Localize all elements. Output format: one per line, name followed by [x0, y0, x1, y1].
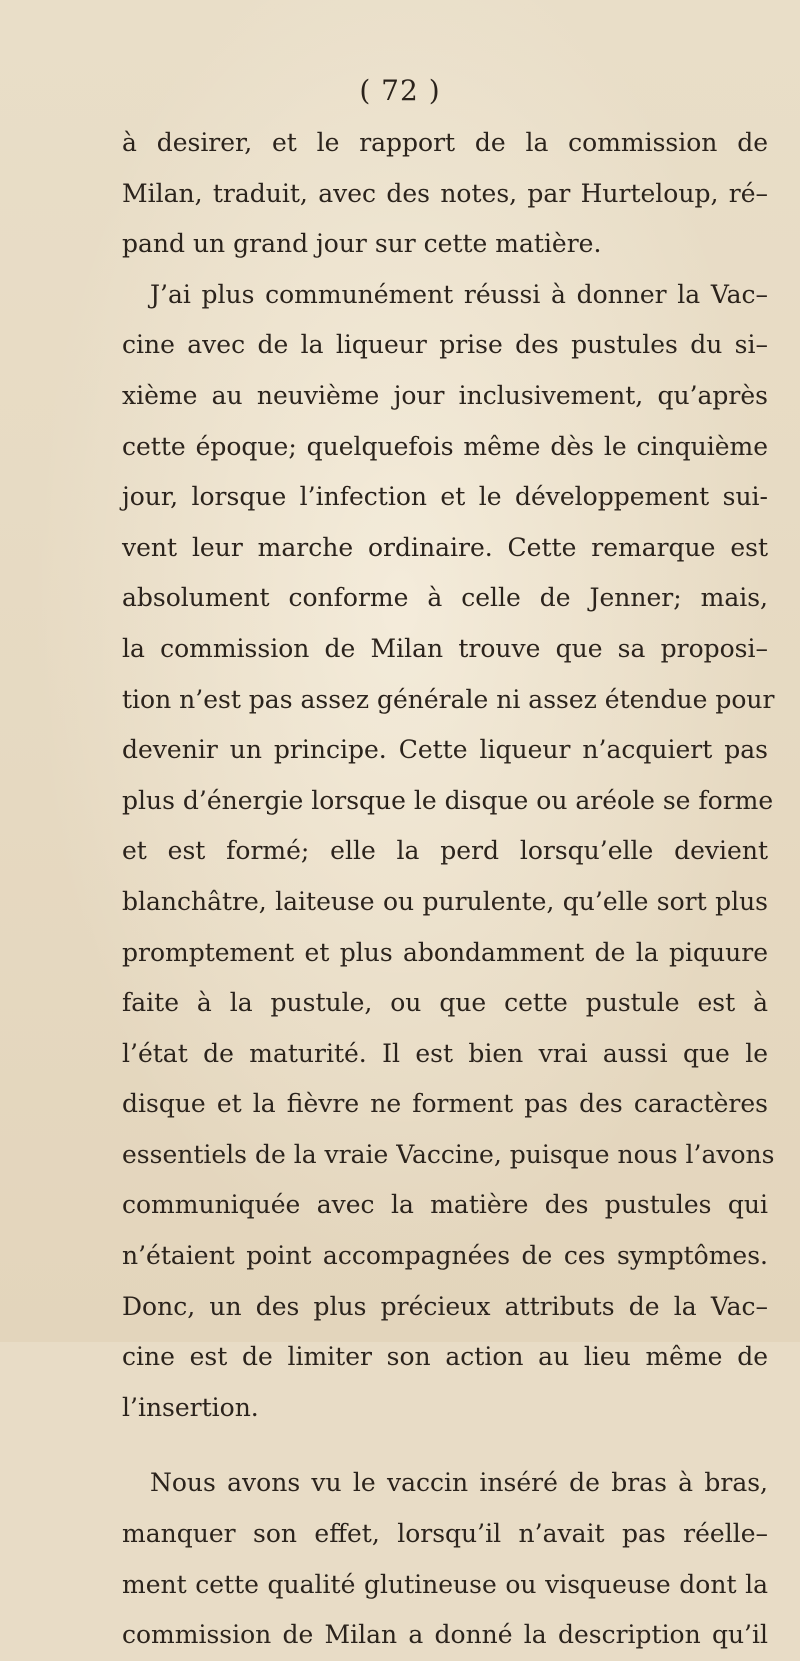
text-line: l’état de maturité. Il est bien vrai aussi que le [122, 1038, 768, 1068]
text-line: devenir un principe. Cette liqueur n’acquiert pas [122, 735, 768, 765]
text-line: J’ai plus communément réussi à donner la Vac– [150, 279, 768, 309]
text-line: pand un grand jour sur cette matière. [122, 229, 602, 259]
text-line: à desirer, et le rapport de la commission de [122, 128, 768, 157]
text-line: Milan, traduit, avec des notes, par Hurteloup, ré– [122, 178, 768, 208]
text-line: essentiels de la vraie Vaccine, puisque nous l’avons [122, 1139, 775, 1169]
text-line: Donc, un des plus précieux attributs de la Vac– [122, 1291, 768, 1321]
text-line: faite à la pustule, ou que cette pustule est à [122, 988, 768, 1018]
text-line: absolument conforme à celle de Jenner; mais, [122, 583, 768, 613]
paragraph-gap [122, 1433, 768, 1458]
text-line: Nous avons vu le vaccin inséré de bras à bras, [150, 1468, 768, 1498]
page-text [122, 118, 775, 1661]
text-line: communiquée avec la matière des pustules qui [122, 1190, 768, 1220]
text-line: n’étaient point accompagnées de ces symptômes. [122, 1241, 768, 1271]
text-line: plus d’énergie lorsque le disque ou aréole se forme [122, 785, 774, 815]
text-line: disque et la fièvre ne forment pas des caractères [122, 1089, 768, 1119]
page-number: ( 72 ) [359, 74, 441, 107]
text-line: jour, lorsque l’infection et le développement sui- [122, 482, 768, 512]
text-line: vent leur marche ordinaire. Cette remarque est [122, 532, 768, 562]
text-line: commission de Milan a donné la description qu’il [122, 1620, 768, 1650]
text-line: et est formé; elle la perd lorsqu’elle devient [122, 836, 768, 866]
text-line: la commission de Milan trouve que sa proposi– [122, 633, 768, 663]
text-line: manquer son effet, lorsqu’il n’avait pas réelle– [122, 1519, 768, 1549]
text-line: tion n’est pas assez générale ni assez étendue pour [122, 684, 775, 714]
text-line: cine est de limiter son action au lieu même de [122, 1342, 768, 1372]
text-line: promptement et plus abondamment de la piquure [122, 937, 768, 967]
text-line: ment cette qualité glutineuse ou visqueuse dont la [122, 1569, 768, 1599]
text-line: xième au neuvième jour inclusivement, qu’après [122, 380, 768, 410]
text-line: cine avec de la liqueur prise des pustules du si– [122, 330, 768, 360]
text-line: l’insertion. [122, 1392, 259, 1422]
text-line: cette époque; quelquefois même dès le cinquième [122, 431, 768, 461]
text-line: blanchâtre, laiteuse ou purulente, qu’elle sort plus [122, 886, 768, 916]
